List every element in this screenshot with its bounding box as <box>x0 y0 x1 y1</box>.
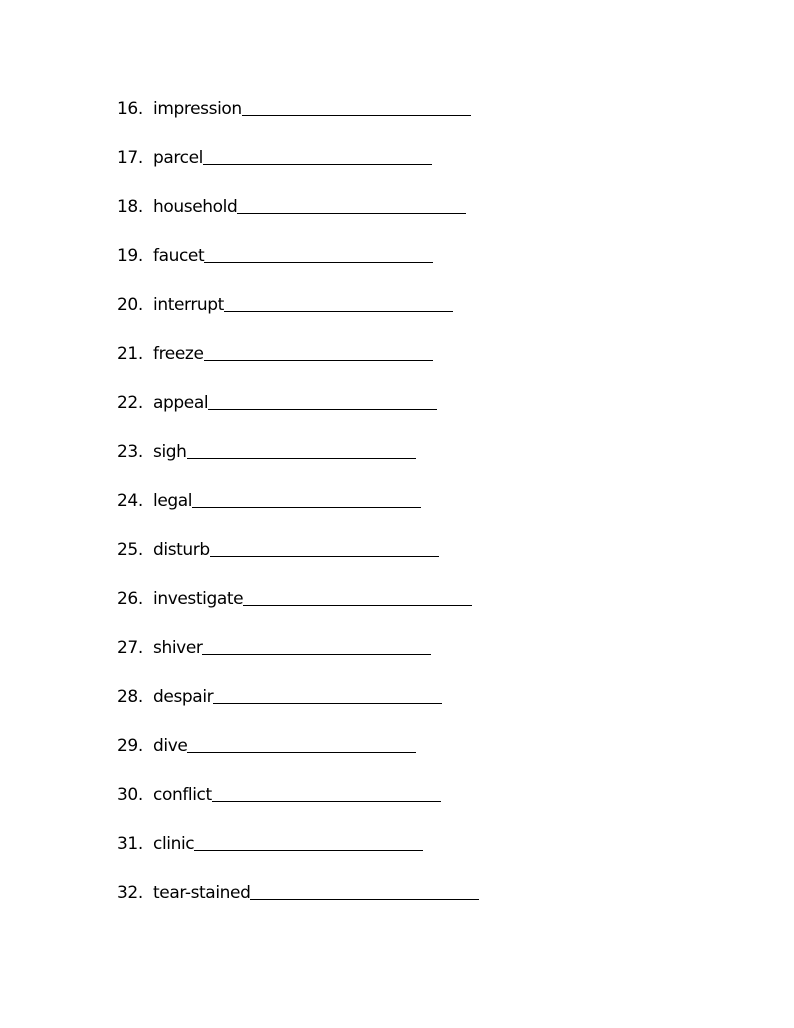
item-number: 27. <box>117 638 143 658</box>
answer-line[interactable] <box>237 213 466 214</box>
item-word: dive <box>153 736 188 756</box>
item-number: 16. <box>117 99 143 119</box>
answer-line[interactable] <box>204 360 433 361</box>
list-item <box>117 464 757 513</box>
list-item <box>117 97 757 121</box>
item-number: 32. <box>117 883 143 903</box>
item-number: 29. <box>117 736 143 756</box>
item-number: 19. <box>117 246 143 266</box>
list-item <box>117 513 757 562</box>
item-word: impression <box>153 99 242 119</box>
list-item <box>117 660 757 709</box>
answer-line[interactable] <box>243 605 472 606</box>
item-number: 21. <box>117 344 143 364</box>
answer-line[interactable] <box>250 899 479 900</box>
item-word: interrupt <box>153 295 224 315</box>
vocabulary-worksheet <box>117 97 757 905</box>
list-item <box>117 366 757 415</box>
item-word: disturb <box>153 540 210 560</box>
answer-line[interactable] <box>204 262 433 263</box>
answer-line[interactable] <box>187 458 416 459</box>
item-number: 31. <box>117 834 143 854</box>
item-word: parcel <box>153 148 203 168</box>
list-item <box>117 758 757 807</box>
answer-line[interactable] <box>192 507 421 508</box>
list-item <box>117 268 757 317</box>
item-number: 26. <box>117 589 143 609</box>
answer-line[interactable] <box>202 654 431 655</box>
item-number: 30. <box>117 785 143 805</box>
item-number: 17. <box>117 148 143 168</box>
list-item <box>117 709 757 758</box>
list-item <box>117 415 757 464</box>
list-item <box>117 317 757 366</box>
list-item <box>117 170 757 219</box>
answer-line[interactable] <box>187 752 416 753</box>
item-word: sigh <box>153 442 187 462</box>
item-word: freeze <box>153 344 204 364</box>
item-number: 24. <box>117 491 143 511</box>
answer-line[interactable] <box>224 311 453 312</box>
item-word: clinic <box>153 834 195 854</box>
item-word: despair <box>153 687 214 707</box>
item-number: 18. <box>117 197 143 217</box>
list-item <box>117 611 757 660</box>
answer-line[interactable] <box>208 409 437 410</box>
item-word: legal <box>153 491 193 511</box>
answer-line[interactable] <box>242 115 471 116</box>
list-item <box>117 562 757 611</box>
item-word: household <box>153 197 238 217</box>
answer-line[interactable] <box>210 556 439 557</box>
item-number: 28. <box>117 687 143 707</box>
list-item <box>117 219 757 268</box>
item-word: investigate <box>153 589 244 609</box>
item-number: 22. <box>117 393 143 413</box>
answer-line[interactable] <box>212 801 441 802</box>
item-word: faucet <box>153 246 205 266</box>
list-item <box>117 121 757 170</box>
answer-line[interactable] <box>203 164 432 165</box>
list-item <box>117 807 757 856</box>
item-word: shiver <box>153 638 203 658</box>
item-number: 23. <box>117 442 143 462</box>
item-number: 20. <box>117 295 143 315</box>
answer-line[interactable] <box>194 850 423 851</box>
answer-line[interactable] <box>213 703 442 704</box>
item-word: tear-stained <box>153 883 251 903</box>
item-word: conflict <box>153 785 212 805</box>
item-number: 25. <box>117 540 143 560</box>
list-item <box>117 856 757 905</box>
item-word: appeal <box>153 393 209 413</box>
